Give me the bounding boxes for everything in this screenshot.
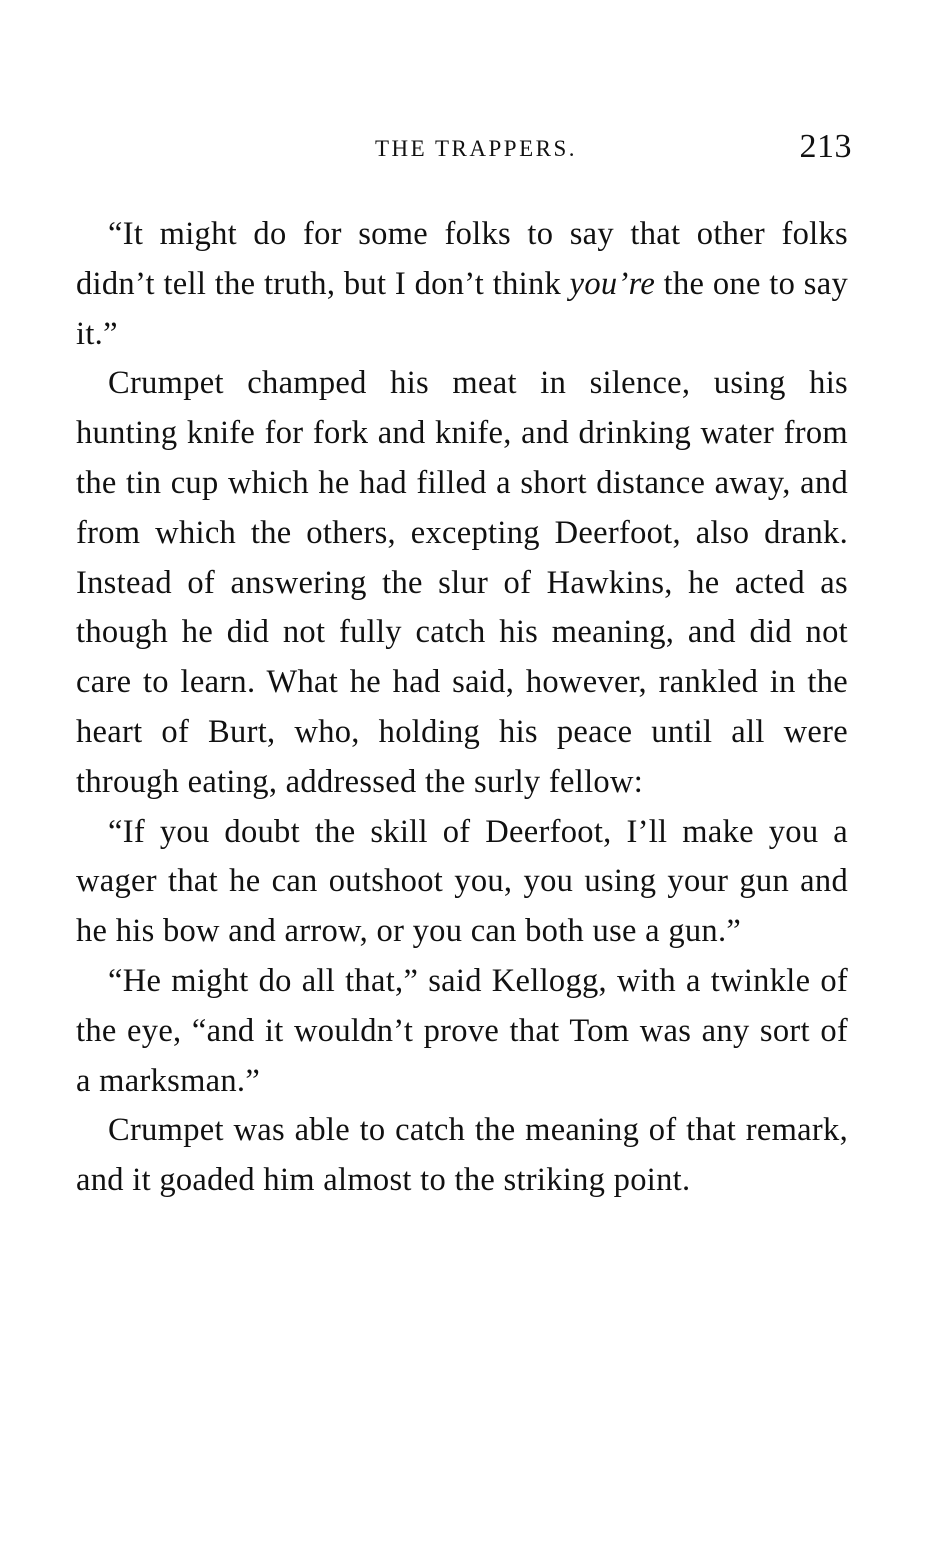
paragraph-4: “He might do all that,” said Kellogg, with a twinkle of the eye, “and it wouldn’t prove that Tom was any sort of a marksman.” [76,962,848,1099]
running-title: THE TRAPPERS. [374,136,578,161]
paragraph-1-italic-word: you’re [569,265,656,302]
paragraph-5: Crumpet was able to catch the meaning of that remark, and it goaded him almost to the striking point. [76,1112,848,1199]
paragraph-2: Crumpet champed his meat in silence, using his hunting knife for fork and knife, and drinking water from the tin cup which he had filled a short distance away, and from which the others, excepting Deerfoot, also drank. Instead of answering the slur of Hawkins, he acted as though he did not fully catch his meaning, and did not care to learn. What he had said, however, rankled in the heart of Burt, who, holding his peace until all were through eating, addressed the surly fellow: [76,365,848,800]
paragraph-1-text-end: the one to say it.” [76,265,849,352]
paragraph-3: “If you doubt the skill of Deerfoot, I’ll make you a wager that he can outshoot you, you using your gun and he his bow and arrow, or you can both use a gun.” [76,813,848,950]
body-text [76,210,848,1206]
paragraph-1 [76,210,848,359]
page-number: 213 [799,128,852,165]
page-header [76,128,852,172]
paragraph-1-text-start: “It might do for some folks to say that other folks didn’t tell the truth, but I don’t think [76,216,848,302]
